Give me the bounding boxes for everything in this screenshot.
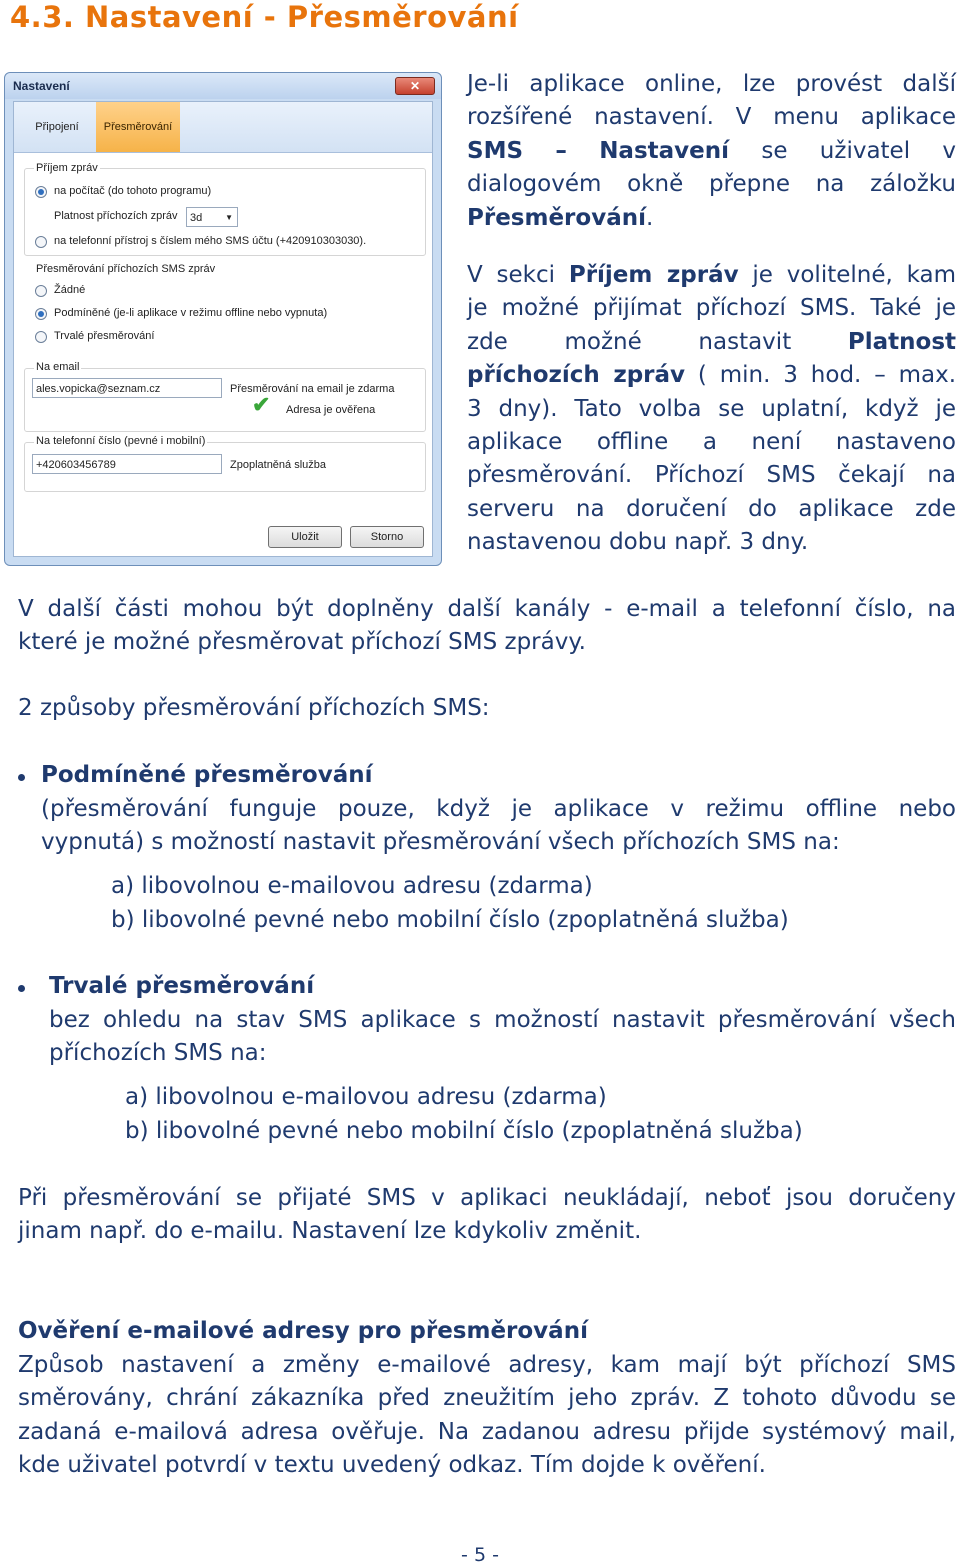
cancel-button[interactable]: Storno <box>350 526 424 548</box>
radio-permanent-label: Trvalé přesměrování <box>54 330 155 342</box>
radio-conditional[interactable] <box>35 308 47 320</box>
text-line: jinam např. do e-mailu. Nastavení lze kdykoliv změnit. <box>18 1218 642 1245</box>
bold-term: Přesměrování <box>467 204 646 231</box>
bullet2-item-a: a) libovolnou e-mailovou adresu (zdarma) <box>125 1084 607 1110</box>
text-line: (přesměrování funguje pouze, když je aplikace v režimu offline nebo <box>41 796 956 822</box>
validity-select[interactable] <box>186 207 238 227</box>
verify-paragraph <box>18 1349 956 1483</box>
text-line: nastavenou dobu např. 3 dny. <box>467 529 809 556</box>
bullet-icon <box>18 985 25 992</box>
text-line <box>467 326 956 359</box>
bold-term: Nastavení <box>599 137 730 164</box>
phone-field[interactable]: +420603456789 <box>32 454 222 474</box>
text-line: kde uživatel potvrdí v textu uvedený odkaz. Tím dojde k ověření. <box>18 1452 766 1479</box>
settings-dialog <box>4 72 442 566</box>
text-line: 3 dny). Tato volba se uplatní, když je <box>467 395 956 422</box>
intro-paragraph <box>467 68 956 235</box>
radio-phone[interactable] <box>35 236 47 248</box>
text-line: serveru na doručení do aplikace zde <box>467 495 956 522</box>
verify-title: Ověření e-mailové adresy pro přesměrování <box>18 1318 588 1344</box>
text-line: směrovány, chrání zákazníka před zneužitím jeho zpráv. Z tohoto důvodu se <box>18 1385 956 1412</box>
text-fragment: se uživatel v <box>761 137 957 164</box>
radio-conditional-label: Podmíněné (je-li aplikace v režimu offline nebo vypnuta) <box>54 307 328 319</box>
text-line: příchozích SMS na: <box>49 1040 267 1067</box>
note-paragraph <box>18 1182 956 1249</box>
text-line: aplikace offline a není nastaveno <box>467 429 956 456</box>
radio-computer-label: na počítač (do tohoto programu) <box>54 185 212 197</box>
text-line: rozšířené nastavení. V menu aplikace <box>467 104 956 131</box>
radio-none-label: Žádné <box>54 284 86 296</box>
text-fragment: zde možné nastavit <box>467 328 792 355</box>
text-fragment: je volitelné, kam <box>752 262 957 288</box>
receive-group-label: Příjem zpráv <box>36 162 98 174</box>
text-fragment: V sekci <box>467 262 556 288</box>
phone-group-label: Na telefonní číslo (pevné i mobilní) <box>36 435 206 447</box>
phone-paid-label: Zpoplatněná služba <box>230 459 327 471</box>
email-group-label: Na email <box>36 361 80 373</box>
text-line: Při přesměrování se přijaté SMS v aplikaci neukládají, neboť jsou doručeny <box>18 1185 956 1211</box>
text-fragment: . <box>645 204 654 231</box>
dialog-tabs <box>14 102 432 153</box>
dash: – <box>555 137 567 164</box>
dialog-titlebar <box>5 73 441 99</box>
bullet1-item-a: a) libovolnou e-mailovou adresu (zdarma) <box>111 873 593 899</box>
page-number: - 5 - <box>461 1544 499 1566</box>
email-free-label: Přesměrování na email je zdarma <box>230 383 395 395</box>
validity-value: 3d <box>190 212 203 224</box>
checkmark-icon: ✔ <box>252 392 271 417</box>
bold-term: SMS <box>467 137 524 164</box>
text-line: zadaná e-mailová adresa ověřuje. Na zadanou adresu přijde systémový mail, <box>18 1418 956 1445</box>
text-line: je možné přijímat příchozí SMS. Také je <box>467 295 956 322</box>
text-line: přesměrování. Příchozí SMS čekají na <box>467 462 956 489</box>
text-fragment: ( min. 3 hod. – max. <box>697 362 957 389</box>
text-line <box>467 135 956 168</box>
text-line <box>467 202 956 235</box>
text-line: Způsob nastavení a změny e-mailové adresy, kam mají být příchozí SMS <box>18 1352 956 1378</box>
text-line: dialogovém okně přepne na záložku <box>467 171 956 198</box>
text-line: vypnutá) s možností nastavit přesměrování všech příchozích SMS na: <box>41 829 840 856</box>
radio-none[interactable] <box>35 285 47 297</box>
text-line <box>467 359 956 392</box>
radio-phone-label: na telefonní přístroj s číslem mého SMS účtu (+420910303030). <box>54 235 367 247</box>
tab-redirect[interactable]: Přesměrování <box>96 102 180 152</box>
bullet1-item-b: b) libovolné pevné nebo mobilní číslo (zpoplatněná služba) <box>111 907 789 933</box>
bullet2-title: Trvalé přesměrování <box>49 973 315 999</box>
redirect-group-label: Přesměrování příchozích SMS zpráv <box>36 263 216 275</box>
bold-term: příchozích zpráv <box>467 362 686 389</box>
text-line <box>467 259 956 292</box>
channels-paragraph <box>18 593 956 660</box>
text-line: Je-li aplikace online, lze provést další <box>467 71 956 97</box>
validity-label: Platnost příchozích zpráv <box>54 210 178 222</box>
bullet2-text <box>49 1004 956 1071</box>
save-button[interactable]: Uložit <box>268 526 342 548</box>
bold-term: Platnost <box>847 328 957 355</box>
bullet1-title: Podmíněné přesměrování <box>41 762 373 788</box>
dialog-body <box>13 101 433 557</box>
email-field[interactable]: ales.vopicka@seznam.cz <box>32 378 222 398</box>
bullet-icon <box>18 774 25 781</box>
bold-term: Příjem zpráv <box>568 262 739 288</box>
radio-permanent[interactable] <box>35 331 47 343</box>
chevron-down-icon: ▼ <box>225 213 233 222</box>
radio-computer[interactable] <box>35 186 47 198</box>
receive-paragraph <box>467 259 956 560</box>
close-icon[interactable]: ✕ <box>395 77 435 95</box>
text-line: bez ohledu na stav SMS aplikace s možností nastavit přesměrování všech <box>49 1007 956 1033</box>
text-line: V další části mohou být doplněny další kanály - e-mail a telefonní číslo, na <box>18 596 956 622</box>
ways-title: 2 způsoby přesměrování příchozích SMS: <box>18 695 490 721</box>
tab-connection[interactable]: Připojení <box>35 121 79 133</box>
text-line: které je možné přesměrovat příchozí SMS zprávy. <box>18 629 586 656</box>
page-title: 4.3. Nastavení - Přesměrování <box>10 0 519 34</box>
bullet2-item-b: b) libovolné pevné nebo mobilní číslo (zpoplatněná služba) <box>125 1118 803 1144</box>
dialog-title: Nastavení <box>13 79 70 93</box>
bullet1-text <box>41 793 956 860</box>
email-verified-label: Adresa je ověřena <box>286 404 376 416</box>
